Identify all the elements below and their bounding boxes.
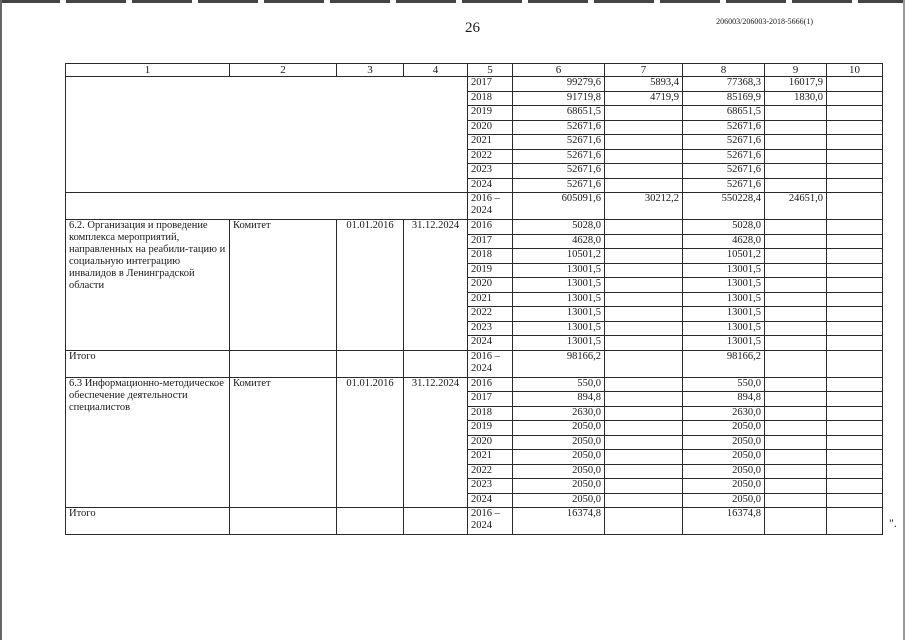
total-label-cell: Итого <box>66 508 230 535</box>
col10-cell <box>827 350 883 377</box>
total-amount-cell: 2050,0 <box>513 450 605 465</box>
start-date-cell <box>337 350 404 377</box>
col10-cell <box>827 178 883 193</box>
col10-cell <box>827 77 883 92</box>
regional-amount-cell: 2050,0 <box>683 493 765 508</box>
other-amount-cell <box>765 493 827 508</box>
year-cell: 2018 <box>468 249 513 264</box>
col10-cell <box>827 91 883 106</box>
other-amount-cell: 1830,0 <box>765 91 827 106</box>
total-amount-cell: 13001,5 <box>513 292 605 307</box>
col10-cell <box>827 263 883 278</box>
total-amount-cell: 2630,0 <box>513 406 605 421</box>
document-id: 206003/206003-2018-5666(1) <box>716 17 813 26</box>
col10-cell <box>827 406 883 421</box>
table-row <box>66 508 883 535</box>
col10-cell <box>827 220 883 235</box>
total-amount-cell: 13001,5 <box>513 321 605 336</box>
federal-amount-cell: 30212,2 <box>605 193 683 220</box>
year-cell: 2019 <box>468 106 513 121</box>
year-cell: 2021 <box>468 450 513 465</box>
federal-amount-cell <box>605 178 683 193</box>
start-date-cell <box>337 508 404 535</box>
regional-amount-cell: 13001,5 <box>683 307 765 322</box>
other-amount-cell <box>765 234 827 249</box>
col10-cell <box>827 392 883 407</box>
total-amount-cell: 2050,0 <box>513 464 605 479</box>
total-amount-cell: 5028,0 <box>513 220 605 235</box>
year-cell: 2022 <box>468 149 513 164</box>
other-amount-cell <box>765 164 827 179</box>
federal-amount-cell <box>605 479 683 494</box>
federal-amount-cell <box>605 377 683 392</box>
other-amount-cell <box>765 350 827 377</box>
col10-cell <box>827 164 883 179</box>
end-date-cell <box>404 350 468 377</box>
total-label-cell: Итого <box>66 350 230 377</box>
total-amount-cell: 2050,0 <box>513 493 605 508</box>
regional-amount-cell: 52671,6 <box>683 149 765 164</box>
federal-amount-cell <box>605 464 683 479</box>
total-amount-cell: 99279,6 <box>513 77 605 92</box>
header-cell: 9 <box>765 64 827 77</box>
other-amount-cell <box>765 307 827 322</box>
col10-cell <box>827 149 883 164</box>
executor-cell <box>230 350 337 377</box>
federal-amount-cell <box>605 350 683 377</box>
year-cell: 2023 <box>468 164 513 179</box>
federal-amount-cell: 4719,9 <box>605 91 683 106</box>
other-amount-cell <box>765 450 827 465</box>
regional-amount-cell: 16374,8 <box>683 508 765 535</box>
year-cell: 2017 <box>468 234 513 249</box>
regional-amount-cell: 2630,0 <box>683 406 765 421</box>
other-amount-cell <box>765 149 827 164</box>
col10-cell <box>827 493 883 508</box>
start-date-cell: 01.01.2016 <box>337 220 404 351</box>
header-cell: 5 <box>468 64 513 77</box>
regional-amount-cell: 2050,0 <box>683 421 765 436</box>
federal-amount-cell <box>605 234 683 249</box>
period-cell: 2016 – 2024 <box>468 193 513 220</box>
other-amount-cell <box>765 377 827 392</box>
regional-amount-cell: 52671,6 <box>683 164 765 179</box>
regional-amount-cell: 52671,6 <box>683 120 765 135</box>
other-amount-cell <box>765 464 827 479</box>
total-amount-cell: 52671,6 <box>513 120 605 135</box>
federal-amount-cell <box>605 292 683 307</box>
regional-amount-cell: 550,0 <box>683 377 765 392</box>
year-cell: 2024 <box>468 493 513 508</box>
year-cell: 2016 <box>468 377 513 392</box>
end-date-cell <box>404 508 468 535</box>
federal-amount-cell <box>605 336 683 351</box>
end-date-cell: 31.12.2024 <box>404 220 468 351</box>
federal-amount-cell <box>605 435 683 450</box>
federal-amount-cell <box>605 406 683 421</box>
other-amount-cell: 24651,0 <box>765 193 827 220</box>
table-row <box>66 350 883 377</box>
executor-cell: Комитет <box>230 377 337 508</box>
other-amount-cell <box>765 392 827 407</box>
year-cell: 2017 <box>468 392 513 407</box>
federal-amount-cell <box>605 220 683 235</box>
scan-left-edge <box>0 0 2 640</box>
regional-amount-cell: 5028,0 <box>683 220 765 235</box>
regional-amount-cell: 2050,0 <box>683 464 765 479</box>
total-amount-cell: 2050,0 <box>513 421 605 436</box>
total-amount-cell: 894,8 <box>513 392 605 407</box>
total-amount-cell: 10501,2 <box>513 249 605 264</box>
other-amount-cell <box>765 106 827 121</box>
total-amount-cell: 13001,5 <box>513 307 605 322</box>
measure-name-cell: 6.3 Информационно-методическое обеспечение деятельности специалистов <box>66 377 230 508</box>
other-amount-cell <box>765 178 827 193</box>
year-cell: 2019 <box>468 263 513 278</box>
col10-cell <box>827 377 883 392</box>
header-cell: 6 <box>513 64 605 77</box>
regional-amount-cell: 2050,0 <box>683 479 765 494</box>
other-amount-cell: 16017,9 <box>765 77 827 92</box>
col10-cell <box>827 321 883 336</box>
executor-cell: Комитет <box>230 220 337 351</box>
header-cell: 4 <box>404 64 468 77</box>
federal-amount-cell <box>605 263 683 278</box>
period-cell: 2016 – 2024 <box>468 508 513 535</box>
year-cell: 2023 <box>468 479 513 494</box>
federal-amount-cell <box>605 321 683 336</box>
total-amount-cell: 605091,6 <box>513 193 605 220</box>
year-cell: 2020 <box>468 435 513 450</box>
federal-amount-cell <box>605 149 683 164</box>
header-cell: 1 <box>66 64 230 77</box>
header-row <box>66 64 883 77</box>
regional-amount-cell: 13001,5 <box>683 278 765 293</box>
header-cell: 10 <box>827 64 883 77</box>
regional-amount-cell: 2050,0 <box>683 435 765 450</box>
federal-amount-cell <box>605 249 683 264</box>
total-amount-cell: 98166,2 <box>513 350 605 377</box>
regional-amount-cell: 52671,6 <box>683 135 765 150</box>
regional-amount-cell: 894,8 <box>683 392 765 407</box>
header-cell: 2 <box>230 64 337 77</box>
total-amount-cell: 52671,6 <box>513 164 605 179</box>
col10-cell <box>827 106 883 121</box>
regional-amount-cell: 85169,9 <box>683 91 765 106</box>
executor-cell <box>230 508 337 535</box>
header-cell: 8 <box>683 64 765 77</box>
other-amount-cell <box>765 135 827 150</box>
federal-amount-cell <box>605 106 683 121</box>
table-row <box>66 377 883 392</box>
year-cell: 2024 <box>468 178 513 193</box>
col10-cell <box>827 336 883 351</box>
regional-amount-cell: 77368,3 <box>683 77 765 92</box>
regional-amount-cell: 2050,0 <box>683 450 765 465</box>
regional-amount-cell: 10501,2 <box>683 249 765 264</box>
col10-cell <box>827 508 883 535</box>
table-row <box>66 220 883 235</box>
year-cell: 2024 <box>468 336 513 351</box>
year-cell: 2020 <box>468 120 513 135</box>
total-amount-cell: 13001,5 <box>513 336 605 351</box>
total-amount-cell: 52671,6 <box>513 178 605 193</box>
total-amount-cell: 13001,5 <box>513 263 605 278</box>
col10-cell <box>827 435 883 450</box>
col10-cell <box>827 249 883 264</box>
regional-amount-cell: 52671,6 <box>683 178 765 193</box>
col10-cell <box>827 307 883 322</box>
federal-amount-cell <box>605 278 683 293</box>
continued-total-cell <box>66 193 468 220</box>
year-cell: 2017 <box>468 77 513 92</box>
year-cell: 2022 <box>468 307 513 322</box>
other-amount-cell <box>765 336 827 351</box>
regional-amount-cell: 13001,5 <box>683 263 765 278</box>
federal-amount-cell <box>605 450 683 465</box>
continued-merged-cell <box>66 77 468 193</box>
other-amount-cell <box>765 406 827 421</box>
total-amount-cell: 2050,0 <box>513 435 605 450</box>
year-cell: 2018 <box>468 91 513 106</box>
year-cell: 2020 <box>468 278 513 293</box>
total-amount-cell: 13001,5 <box>513 278 605 293</box>
regional-amount-cell: 550228,4 <box>683 193 765 220</box>
other-amount-cell <box>765 421 827 436</box>
closing-quote-mark: ". <box>889 516 897 530</box>
year-cell: 2019 <box>468 421 513 436</box>
scan-top-edge <box>0 0 905 3</box>
col10-cell <box>827 479 883 494</box>
other-amount-cell <box>765 263 827 278</box>
other-amount-cell <box>765 292 827 307</box>
period-cell: 2016 – 2024 <box>468 350 513 377</box>
col10-cell <box>827 135 883 150</box>
total-amount-cell: 52671,6 <box>513 135 605 150</box>
year-cell: 2022 <box>468 464 513 479</box>
col10-cell <box>827 292 883 307</box>
header-cell: 7 <box>605 64 683 77</box>
federal-amount-cell <box>605 421 683 436</box>
total-amount-cell: 16374,8 <box>513 508 605 535</box>
year-cell: 2023 <box>468 321 513 336</box>
col10-cell <box>827 234 883 249</box>
federal-amount-cell <box>605 493 683 508</box>
end-date-cell: 31.12.2024 <box>404 377 468 508</box>
other-amount-cell <box>765 321 827 336</box>
federal-amount-cell <box>605 392 683 407</box>
regional-amount-cell: 4628,0 <box>683 234 765 249</box>
federal-amount-cell <box>605 307 683 322</box>
other-amount-cell <box>765 479 827 494</box>
total-amount-cell: 550,0 <box>513 377 605 392</box>
total-amount-cell: 91719,8 <box>513 91 605 106</box>
total-amount-cell: 2050,0 <box>513 479 605 494</box>
other-amount-cell <box>765 249 827 264</box>
other-amount-cell <box>765 120 827 135</box>
table-body <box>66 64 883 535</box>
measure-name-cell: 6.2. Организация и проведение комплекса мероприятий, направленных на реабили-тацию и социальную интеграцию инвалидов в Ленинградской области <box>66 220 230 351</box>
start-date-cell: 01.01.2016 <box>337 377 404 508</box>
year-cell: 2016 <box>468 220 513 235</box>
federal-amount-cell: 5893,4 <box>605 77 683 92</box>
col10-cell <box>827 421 883 436</box>
year-cell: 2021 <box>468 292 513 307</box>
federal-amount-cell <box>605 135 683 150</box>
total-amount-cell: 4628,0 <box>513 234 605 249</box>
regional-amount-cell: 13001,5 <box>683 336 765 351</box>
regional-amount-cell: 13001,5 <box>683 321 765 336</box>
regional-amount-cell: 13001,5 <box>683 292 765 307</box>
other-amount-cell <box>765 435 827 450</box>
col10-cell <box>827 120 883 135</box>
year-cell: 2021 <box>468 135 513 150</box>
col10-cell <box>827 193 883 220</box>
table-row <box>66 193 883 220</box>
regional-amount-cell: 68651,5 <box>683 106 765 121</box>
page-number: 26 <box>465 20 480 36</box>
other-amount-cell <box>765 508 827 535</box>
regional-amount-cell: 98166,2 <box>683 350 765 377</box>
total-amount-cell: 52671,6 <box>513 149 605 164</box>
col10-cell <box>827 450 883 465</box>
federal-amount-cell <box>605 508 683 535</box>
other-amount-cell <box>765 278 827 293</box>
header-cell: 3 <box>337 64 404 77</box>
year-cell: 2018 <box>468 406 513 421</box>
col10-cell <box>827 278 883 293</box>
federal-amount-cell <box>605 164 683 179</box>
total-amount-cell: 68651,5 <box>513 106 605 121</box>
col10-cell <box>827 464 883 479</box>
table-row <box>66 77 883 92</box>
federal-amount-cell <box>605 120 683 135</box>
other-amount-cell <box>765 220 827 235</box>
financing-table <box>65 63 883 535</box>
